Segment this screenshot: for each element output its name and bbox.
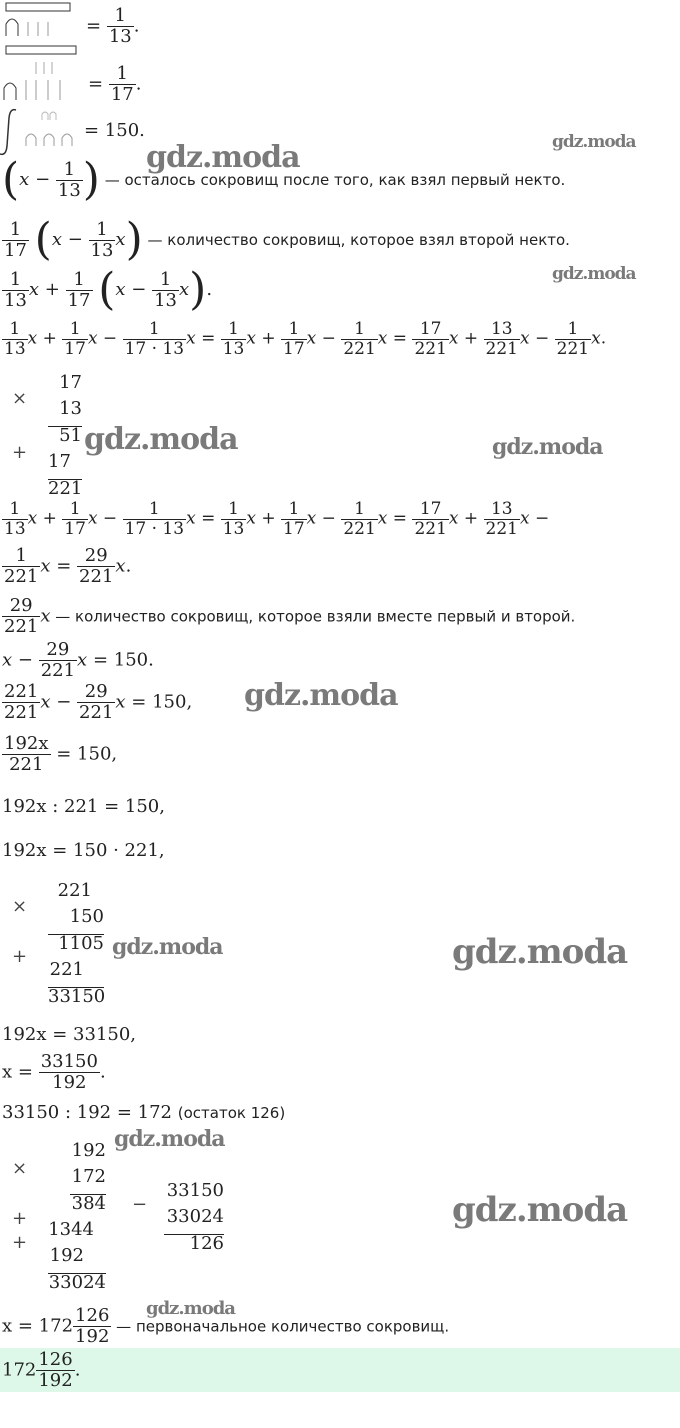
equation-line-6: $\frac{1}{221}$ x = $\frac{29}{221}$ x. — [4, 545, 132, 587]
watermark: gdz.moda — [492, 434, 603, 460]
equation-line-1: (x − $\frac{1}{13}$ ) — осталось сокровищ после того, как взял первый некто. — [2, 154, 566, 205]
plus-sign: + — [12, 946, 28, 967]
equation-line-9: $\frac{221}{221}$ x − $\frac{29}{221}$ x = 150, — [4, 681, 193, 723]
hieroglyph-icon — [2, 2, 74, 42]
equation-line-16: x = 172 $\frac{126}{192}$ — первоначальное количество сокровищ. — [2, 1305, 450, 1347]
hieroglyph-eq-3: = 150. — [84, 120, 145, 141]
answer-highlight — [0, 1348, 680, 1392]
minus-sign: − — [132, 1194, 148, 1215]
column-multiplication-1: 17 13 51 17 221 — [48, 374, 82, 506]
plus-sign: + — [12, 442, 28, 463]
watermark: gdz.moda — [452, 932, 628, 972]
watermark: gdz.moda — [146, 140, 300, 175]
hieroglyph-line-2 — [2, 44, 82, 105]
column-multiplication-3: 192 172 384 1344 192 33024 — [48, 1142, 106, 1300]
multiply-sign: × — [12, 388, 28, 409]
equation-line-11: 192x : 221 = 150, — [2, 796, 165, 817]
plus-sign: + — [12, 1232, 28, 1253]
equation-line-2: $\frac{1}{17}$ (x − $\frac{1}{13}$ x) — количество сокровищ, которое взял второй некто. — [4, 214, 570, 265]
watermark: gdz.moda — [552, 264, 636, 284]
plus-sign: + — [12, 1208, 28, 1229]
hieroglyph-eq-2: = $\frac{1}{17}$ . — [88, 63, 142, 105]
watermark: gdz.moda — [244, 678, 398, 713]
equation-line-12: 192x = 150 · 221, — [2, 840, 165, 861]
hieroglyph-eq-1: = $\frac{1}{13}$ . — [86, 5, 140, 47]
multiply-sign: × — [12, 1158, 28, 1179]
equation-line-7: $\frac{29}{221}$ x — количество сокровищ, которое взяли вместе первый и второй. — [4, 595, 576, 637]
watermark: gdz.moda — [146, 1298, 235, 1319]
equation-line-4: $\frac{1}{13}$ x + $\frac{1}{17}$ x − $\frac{1}{17 \cdot 13}$ x = $\frac{1}{13}$ x + $\frac{1}{17}$ x − $\frac{1}{221}$ x = $\frac{17}{221}$ x + $\frac{13}{221}$ x − $\frac{1}{221}$ x. — [4, 319, 607, 359]
answer-line: 172 $\frac{126}{192}$ . — [2, 1349, 81, 1391]
multiply-sign: × — [12, 896, 28, 917]
equation-line-8: x − $\frac{29}{221}$ x = 150. — [2, 639, 154, 681]
watermark: gdz.moda — [84, 422, 238, 457]
equation-line-3: $\frac{1}{13}$ x + $\frac{1}{17}$ (x − $\frac{1}{13}$ x). — [4, 264, 213, 315]
equation-line-14: x = $\frac{33150}{192}$ . — [2, 1051, 106, 1093]
equation-line-15: 33150 : 192 = 172 (остаток 126) — [2, 1102, 286, 1123]
hieroglyph-icon — [2, 44, 82, 100]
column-subtraction: 33150 33024 126 — [164, 1182, 224, 1261]
equation-line-5: $\frac{1}{13}$ x + $\frac{1}{17}$ x − $\frac{1}{17 \cdot 13}$ x = $\frac{1}{13}$ x + $\frac{1}{17}$ x − $\frac{1}{221}$ x = $\frac{17}{221}$ x + $\frac{13}{221}$ x − — [4, 499, 550, 539]
hieroglyph-icon — [0, 106, 86, 158]
equation-line-10: $\frac{192x}{221}$ = 150, — [4, 733, 118, 775]
watermark: gdz.moda — [114, 1126, 225, 1152]
watermark: gdz.moda — [552, 132, 636, 152]
watermark: gdz.moda — [112, 934, 223, 960]
hieroglyph-line-1 — [2, 2, 74, 47]
column-multiplication-2: 221 150 1105 221 33150 — [48, 882, 104, 1014]
equation-line-13: 192x = 33150, — [2, 1024, 137, 1045]
watermark: gdz.moda — [452, 1190, 628, 1230]
